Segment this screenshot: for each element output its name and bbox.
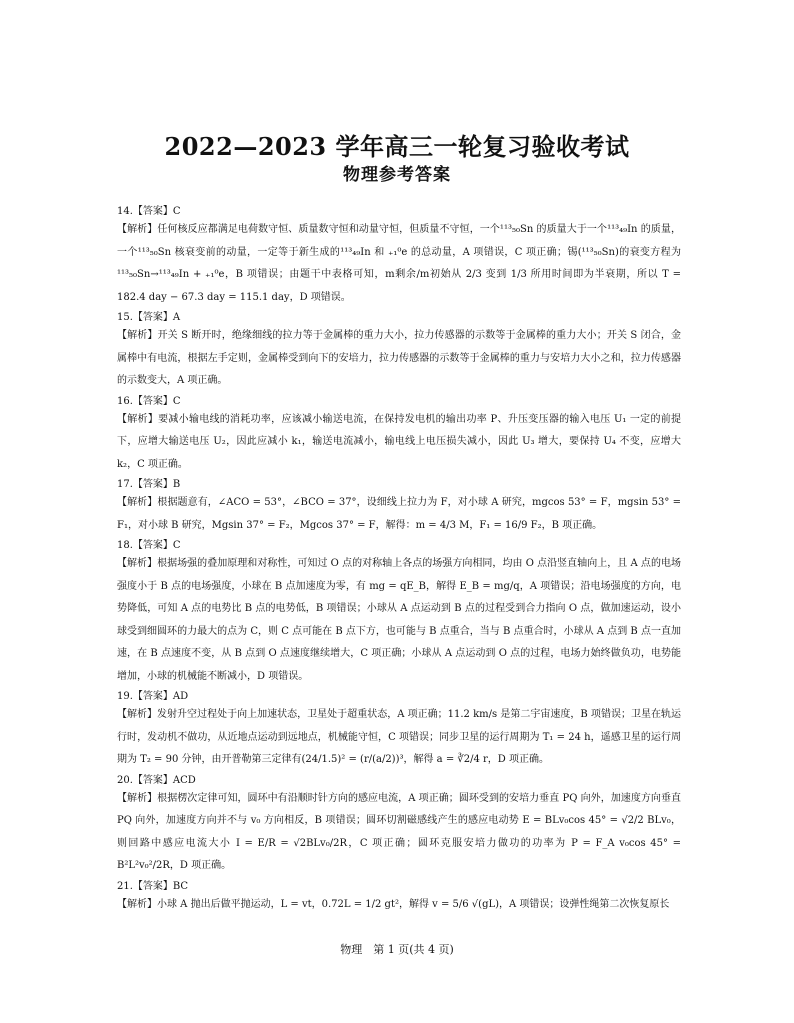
answer-item-19 [117,689,681,772]
explanation-text: 【解析】小球 A 抛出后做平抛运动，L = vt，0.72L = 1/2 gt²，解得 v = 5/6 √(gL)，A 项错误；设弹性绳第二次恢复原长 [117,898,670,910]
answer-label: 21.【答案】BC [117,880,189,892]
answer-item-18 [117,538,681,688]
answer-item-14 [117,204,681,309]
explanation-text: 【解析】任何核反应都满足电荷数守恒、质量数守恒和动量守恒，但质量不守恒，一个¹¹³₅₀Sn 的质量大于一个¹¹³₄₉In 的质量，一个¹¹³₅₀Sn 核衰变前的动量，一定等于新生成的¹¹³₄₉In 和 ₊₁⁰e 的总动量，A 项错误，C 项正确；锡(¹¹³₅₀Sn)的衰变方程为¹¹³₅₀Sn→¹¹³₄₉In + ₊₁⁰e，B 项错误；由题干中表格可知，m剩余/m初始从 2/3 变到 1/3 所用时间即为半衰期，所以 T = 182.4 day − 67.3 day = 115.1 day，D 项错误。 [117,224,681,303]
explanation-text: 【解析】根据场强的叠加原理和对称性，可知过 O 点的对称轴上各点的场强方向相同，均由 O 点沿竖直轴向上，且 A 点的电场强度小于 B 点的电场强度，小球在 B 点加速度为零，有 mg = qE_B，解得 E_B = mg/q，A 项错误；沿电场强度的方向，电势降低，可知 A 点的电势比 B 点的电势低，B 项错误；小球从 A 点运动到 B 点的过程受到合力指向 O 点，做加速运动，设小球受到细圆环的力最大的点为 C，则 C 点可能在 B 点下方，也可能与 B 点重合，当与 B 点重合时，小球从 A 点到 B 点一直加速，在 B 点速度不变，从 B 点到 O 点速度继续增大，C 项正确；小球从 A 点运动到 O 点的过程，电场力始终做负功，电势能增加，小球的机械能不断减小，D 项错误。 [117,558,681,682]
answer-label: 19.【答案】AD [117,691,189,702]
answer-label: 17.【答案】B [117,479,181,490]
answer-label: 18.【答案】C [117,540,181,551]
page-subtitle: 物理参考答案 [343,165,451,185]
answer-item-16 [117,394,681,477]
answer-label: 20.【答案】ACD [117,774,196,786]
page-footer: 物理 第 1 页(共 4 页) [340,943,454,956]
explanation-text: 【解析】发射升空过程处于向上加速状态，卫星处于超重状态，A 项正确；11.2 km/s 是第二宇宙速度，B 项错误；卫星在轨运行时，发动机不做功，从近地点运动到远地点，机械能守恒，C 项错误；同步卫星的运行周期为 T₁ = 24 h，遥感卫星的运行周期为 T₂ = 90 分钟，由开普勒第三定律有(24/1.5)² = (r/(a/2))³，解得 a = ∛2/4 r，D 项正确。 [117,709,681,765]
answer-list [117,203,681,916]
answer-label: 14.【答案】C [117,206,181,217]
answer-item-15 [117,310,681,393]
page-title: 2022—2023 学年高三一轮复习验收考试 [164,132,630,161]
answer-item-17 [117,477,681,537]
explanation-text: 【解析】要减小输电线的消耗功率，应该减小输送电流，在保持发电机的输出功率 P、升压变压器的输入电压 U₁ 一定的前提下，应增大输送电压 U₂，因此应减小 k₁，输送电流减小，输电线上电压损失减小，因此 U₃ 增大，要保持 U₄ 不变，应增大 k₂，C 项正确。 [117,413,681,470]
explanation-text: 【解析】开关 S 断开时，绝缘细线的拉力等于金属棒的重力大小，拉力传感器的示数等于金属棒的重力大小；开关 S 闭合，金属棒中有电流，根据左手定则，金属棒受到向下的安培力，拉力传感器的示数等于金属棒的重力与安培力大小之和，拉力传感器的示数变大，A 项正确。 [117,330,681,386]
explanation-text: 【解析】根据题意有，∠ACO = 53°，∠BCO = 37°，设细线上拉力为 F，对小球 A 研究，mgcos 53° = F，mgsin 53° = F₁，对小球 B 研究，Mgsin 37° = F₂，Mgcos 37° = F，解得：m = 4/3 M，F₁ = 16/9 F₂，B 项正确。 [117,497,681,531]
answer-item-21 [117,879,681,917]
answer-label: 16.【答案】C [117,395,181,407]
answer-item-20 [117,773,681,878]
answer-label: 15.【答案】A [117,312,181,323]
explanation-text: 【解析】根据楞次定律可知，圆环中有沿顺时针方向的感应电流，A 项正确；圆环受到的安培力垂直 PQ 向外，加速度方向垂直 PQ 向外，加速度方向并不与 v₀ 方向相反，B 项错误；圆环切割磁感线产生的感应电动势 E = BLv₀cos 45° = √2/2 BLv₀，则回路中感应电流大小 I = E/R = √2BLv₀/2R，C 项正确；圆环克服安培力做功的功率为 P = F_A v₀cos 45° = B²L²v₀²/2R，D 项正确。 [117,792,681,871]
